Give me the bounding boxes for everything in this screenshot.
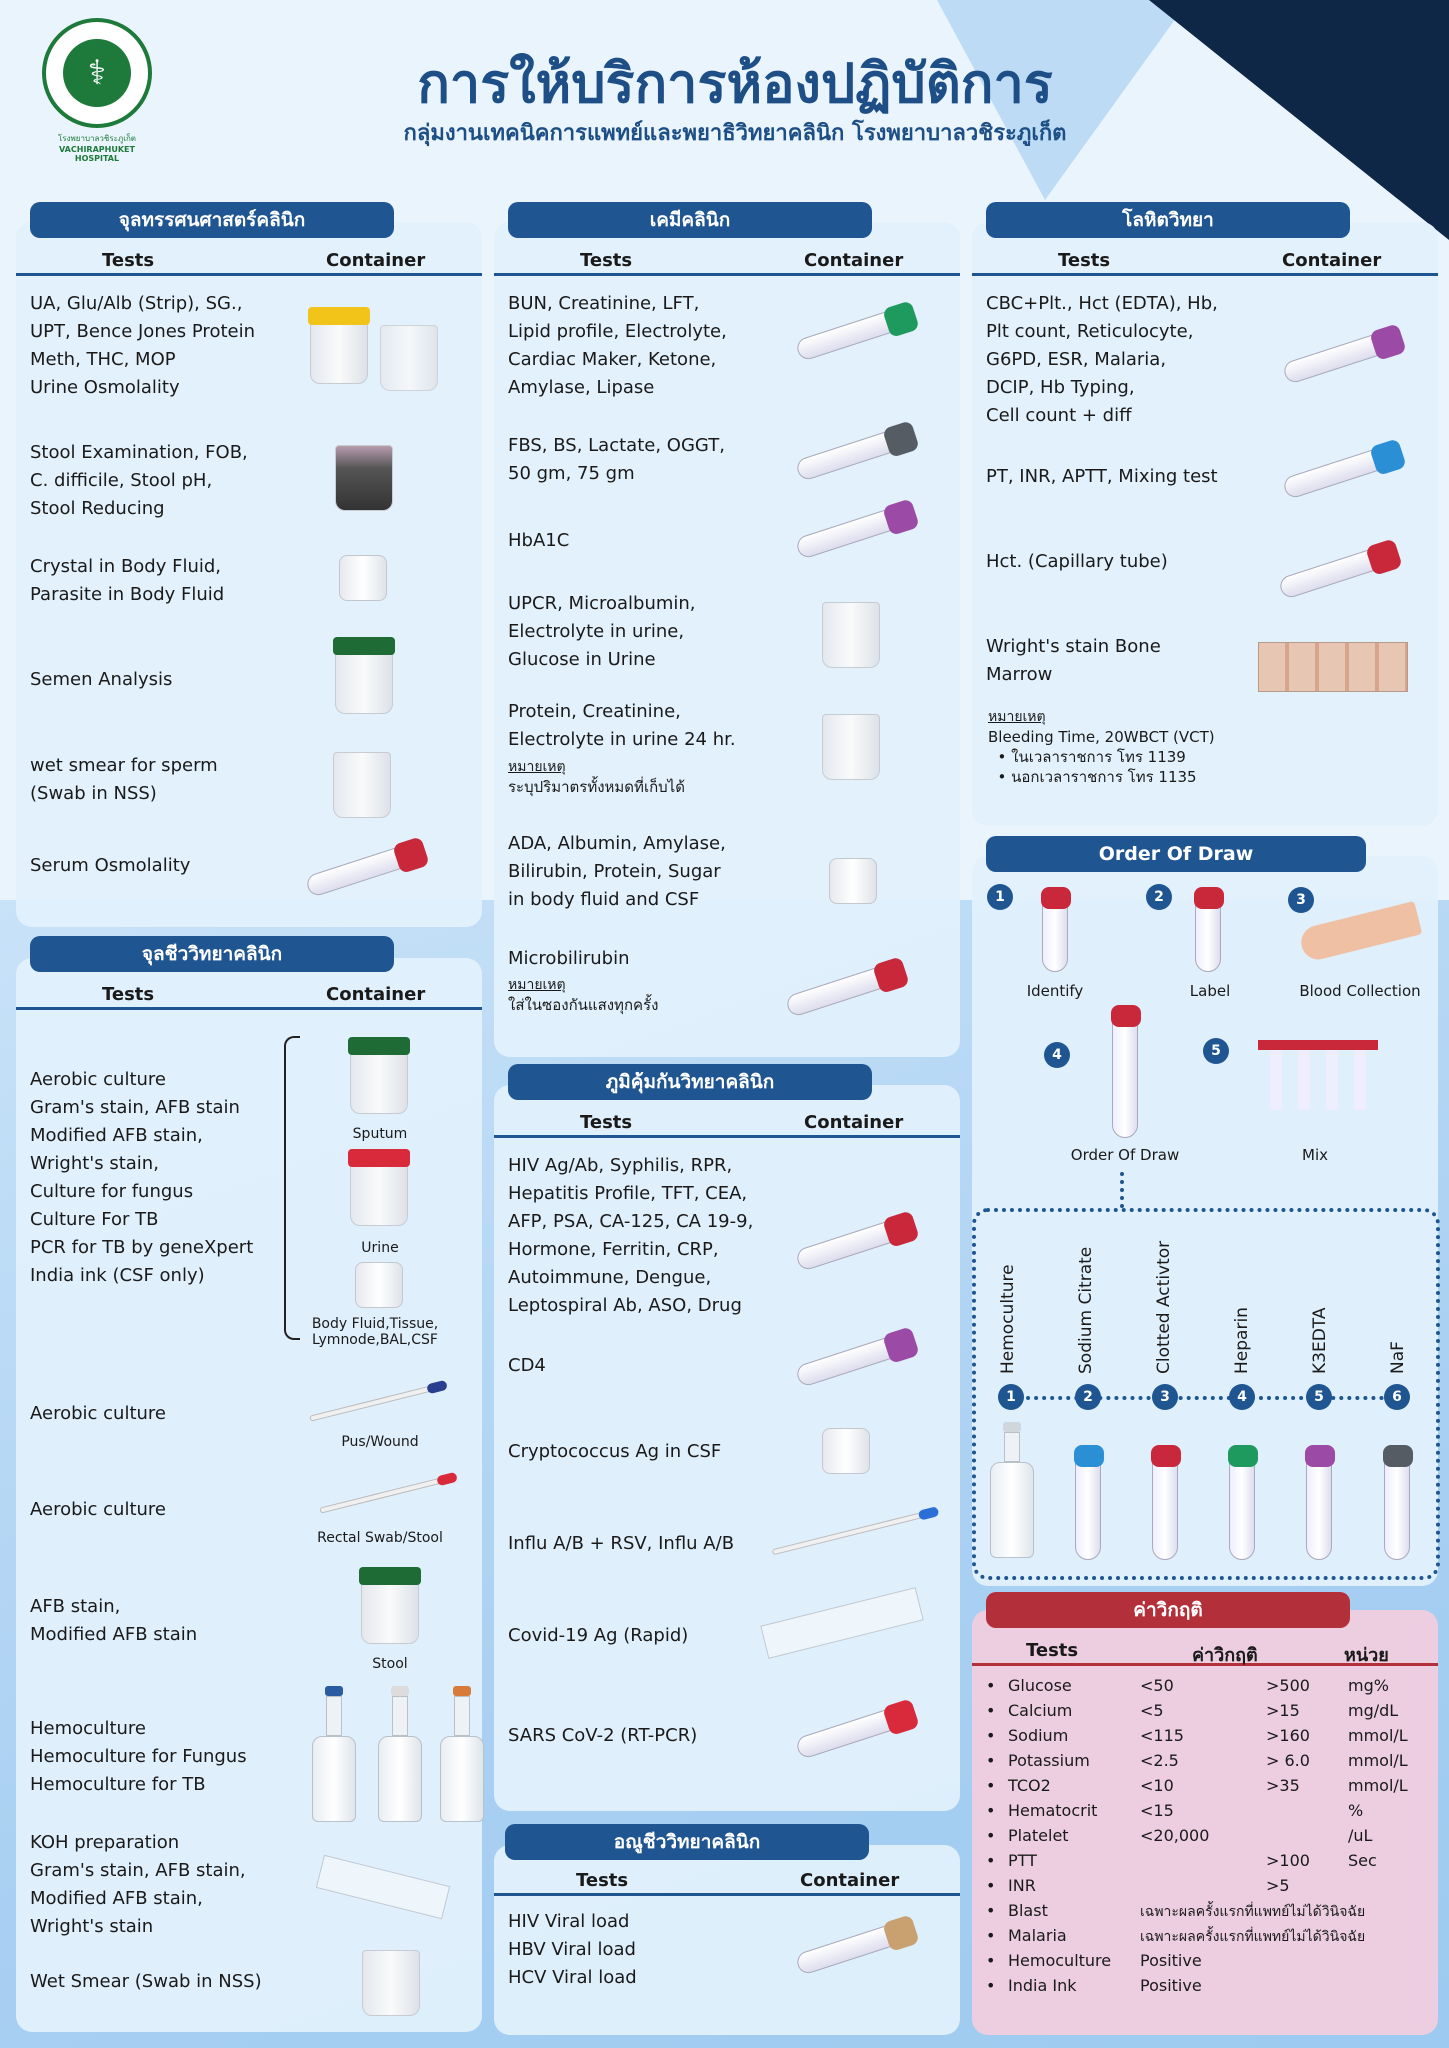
identify-tube-icon: [1042, 902, 1068, 972]
wet-smear-cup-icon: [362, 1950, 420, 2016]
logo-text-en: VACHIRAPHUKET HOSPITAL: [59, 145, 135, 163]
chem-row-7: Microbilirubin: [508, 948, 630, 969]
note-line: Bleeding Time, 20WBCT (VCT): [988, 728, 1215, 746]
hospital-logo: [38, 18, 156, 163]
critical-panel: [972, 1610, 1438, 2035]
chem-row-3: HbA1C: [508, 530, 570, 551]
molecular-header: [494, 1866, 960, 1896]
sputum-cup-icon: [350, 1048, 408, 1114]
container-header: Container: [326, 250, 426, 271]
note-label: หมายเหตุ: [508, 977, 566, 993]
critical-tests-header: Tests: [1026, 1640, 1079, 1661]
immuno-row-1: HIV Ag/Ab, Syphilis, RPR, Hepatitis Profile, TFT, CEA, AFP, PSA, CA-125, CA 19-9, Hormone, Ferritin, CRP, Autoimmune, Dengue, Leptospiral Ab, ASO, Drug: [508, 1155, 754, 1316]
immuno-row-2: CD4: [508, 1355, 546, 1376]
heme-row-3: Hct. (Capillary tube): [986, 551, 1168, 572]
label-tube-icon: [1195, 902, 1221, 972]
micro-row-6: Serum Osmolality: [30, 855, 191, 876]
molecular-title: อณูชีววิทยาคลินิก: [505, 1824, 869, 1860]
stool-culture-cup-icon: [361, 1578, 419, 1644]
note-text: ใส่ในซองกันแสงทุกครั้ง: [508, 996, 659, 1014]
heme-row-1: CBC+Plt., Hct (EDTA), Hb, Plt count, Reticulocyte, G6PD, ESR, Malaria, DCIP, Hb Typing, Cell count + diff: [986, 293, 1218, 426]
container-header: Container: [804, 1112, 904, 1133]
urine-cup-icon: [310, 318, 368, 384]
chem-row-5: Protein, Creatinine, Electrolyte in urine 24 hr.: [508, 701, 736, 750]
critical-header: [972, 1636, 1438, 1666]
microbio-row-5: KOH preparation Gram's stain, AFB stain, Modified AFB stain, Wright's stain: [30, 1832, 246, 1937]
step-label-label: Label: [1189, 982, 1231, 1000]
chem-row-2: FBS, BS, Lactate, OGGT, 50 gm, 75 gm: [508, 435, 725, 484]
heme-row-4: Wright's stain Bone Marrow: [986, 636, 1161, 685]
step-5-badge: 5: [1203, 1038, 1229, 1064]
micro-row-2: Stool Examination, FOB, C. difficile, Stool pH, Stool Reducing: [30, 442, 248, 519]
bone-marrow-slides-icon: [1258, 642, 1408, 692]
tests-header: Tests: [580, 250, 633, 271]
heme-note: [988, 706, 1215, 787]
tests-header: Tests: [102, 250, 155, 271]
sputum-label: Sputum: [352, 1126, 408, 1142]
tube-number-3: 3: [1152, 1384, 1178, 1410]
microbio-header: [16, 980, 482, 1010]
microbio-row-2: Aerobic culture: [30, 1499, 166, 1520]
container-header: Container: [804, 250, 904, 271]
immuno-title: ภูมิคุ้มกันวิทยาคลินิก: [508, 1064, 872, 1100]
tube-name-4: Heparin: [1232, 1307, 1252, 1374]
heparin-tube-icon: [1229, 1460, 1255, 1560]
page-title: การให้บริการห้องปฏิบัติการ: [417, 52, 1053, 115]
tube-name-5: K3EDTA: [1310, 1307, 1330, 1374]
naf-tube-icon: [1384, 1460, 1410, 1560]
tests-header: Tests: [102, 984, 155, 1005]
swab-nss-cup-icon: [333, 752, 391, 818]
immuno-row-3: Cryptococcus Ag in CSF: [508, 1441, 722, 1462]
critical-title: ค่าวิกฤติ: [986, 1592, 1350, 1628]
tests-header: Tests: [576, 1870, 629, 1891]
immuno-row-6: SARS CoV-2 (RT-PCR): [508, 1725, 698, 1746]
note-bullet-2: • นอกเวลาราชการ โทร 1135: [988, 768, 1197, 786]
tube-name-2: Sodium Citrate: [1076, 1246, 1096, 1374]
body-fluid-chem-jar-icon: [829, 858, 877, 904]
container-header: Container: [1282, 250, 1382, 271]
body-fluid-label: Body Fluid,Tissue, Lymnode,BAL,CSF: [311, 1316, 439, 1348]
urine-cup-chem-icon: [822, 602, 880, 668]
logo-text-thai: โรงพยาบาลวชิระภูเก็ต: [58, 134, 136, 143]
immuno-row-4: Influ A/B + RSV, Influ A/B: [508, 1533, 735, 1554]
step-identify-label: Identify: [1026, 982, 1084, 1000]
body-fluid-jar-icon: [339, 555, 387, 601]
tube-number-4: 4: [1229, 1384, 1255, 1410]
mix-tubes-icon: [1258, 1040, 1378, 1110]
sodium-citrate-tube-icon: [1075, 1460, 1101, 1560]
step-3-badge: 3: [1288, 887, 1314, 913]
step-2-badge: 2: [1146, 884, 1172, 910]
hematology-title: โลหิตวิทยา: [986, 202, 1350, 238]
flow-arrow-icon: [1120, 1172, 1128, 1208]
hemoculture-fungus-bottle-icon: [378, 1686, 422, 1816]
urine-cup-open-icon: [380, 325, 438, 391]
note-bullet-1: • ในเวลาราชการ โทร 1139: [988, 748, 1186, 766]
body-fluid-culture-jar-icon: [355, 1262, 403, 1308]
caduceus-icon: ⚕: [63, 39, 131, 107]
rectal-swab-label: Rectal Swab/Stool: [317, 1530, 443, 1546]
chemistry-title: เคมีคลินิก: [508, 202, 872, 238]
chemistry-header: [494, 246, 960, 276]
csf-jar-icon: [822, 1428, 870, 1474]
chem-row-1: BUN, Creatinine, LFT, Lipid profile, Electrolyte, Cardiac Maker, Ketone, Amylase, Lipase: [508, 293, 727, 398]
step-1-badge: 1: [987, 884, 1013, 910]
tests-header: Tests: [580, 1112, 633, 1133]
tube-number-2: 2: [1075, 1384, 1101, 1410]
critical-unit-header: หน่วย: [1344, 1645, 1389, 1666]
tests-header: Tests: [1058, 250, 1111, 271]
step-blood-collection-label: Blood Collection: [1299, 982, 1421, 1000]
step-order-label: Order Of Draw: [1070, 1146, 1180, 1164]
note-label: หมายเหตุ: [988, 709, 1046, 725]
step-mix-label: Mix: [1302, 1146, 1328, 1164]
critical-value-header: ค่าวิกฤติ: [1192, 1645, 1258, 1666]
microbio-row-4: Hemoculture Hemoculture for Fungus Hemoculture for TB: [30, 1718, 247, 1795]
micro-row-4: Semen Analysis: [30, 669, 173, 690]
tube-name-1: Hemoculture: [998, 1264, 1018, 1374]
immuno-row-5: Covid-19 Ag (Rapid): [508, 1625, 689, 1646]
logo-seal: [42, 18, 152, 128]
tube-name-6: NaF: [1388, 1341, 1408, 1374]
group-brace: [284, 1036, 300, 1340]
clotted-activator-tube-icon: [1152, 1460, 1178, 1560]
microbio-row-1: Aerobic culture: [30, 1403, 166, 1424]
microbio-row-6: Wet Smear (Swab in NSS): [30, 1971, 262, 1992]
tube-number-1: 1: [998, 1384, 1024, 1410]
tube-order-line: [1010, 1396, 1400, 1400]
k3edta-tube-icon: [1306, 1460, 1332, 1560]
chem-row-4: UPCR, Microalbumin, Electrolyte in urine, Glucose in Urine: [508, 593, 696, 670]
microbio-group-rows: Aerobic culture Gram's stain, AFB stain Modified AFB stain, Wright's stain, Culture for fungus Culture For TB PCR for TB by geneXpert India ink (CSF only): [30, 1069, 254, 1286]
hemoculture-tube-icon: [990, 1422, 1034, 1552]
tube-order-box: [972, 1208, 1440, 1580]
tube-number-5: 5: [1306, 1384, 1332, 1410]
microbio-row-3: AFB stain, Modified AFB stain: [30, 1596, 198, 1645]
stool-container-icon: [335, 445, 393, 511]
micro-row-3: Crystal in Body Fluid, Parasite in Body Fluid: [30, 556, 225, 605]
container-header: Container: [800, 1870, 900, 1891]
tube-number-6: 6: [1384, 1384, 1410, 1410]
note-text: ระบุปริมาตรทั้งหมดที่เก็บได้: [508, 778, 685, 796]
molecular-rows: HIV Viral load HBV Viral load HCV Viral load: [508, 1911, 637, 1988]
order-of-draw-title: Order Of Draw: [986, 836, 1366, 872]
micro-row-5: wet smear for sperm (Swab in NSS): [30, 755, 218, 804]
container-header: Container: [326, 984, 426, 1005]
step-4-badge: 4: [1044, 1042, 1070, 1068]
chem-row-6: ADA, Albumin, Amylase, Bilirubin, Protein, Sugar in body fluid and CSF: [508, 833, 726, 910]
immuno-header: [494, 1108, 960, 1138]
hemoculture-bottle-icon: [312, 1686, 356, 1816]
urine-label: Urine: [361, 1240, 399, 1256]
pus-wound-label: Pus/Wound: [341, 1434, 419, 1450]
tube-cap: [1074, 1445, 1104, 1467]
urine-24hr-cup-icon: [822, 714, 880, 780]
micro-clinic-header: [16, 246, 482, 276]
heme-row-2: PT, INR, APTT, Mixing test: [986, 466, 1218, 487]
micro-row-1: UA, Glu/Alb (Strip), SG., UPT, Bence Jones Protein Meth, THC, MOP Urine Osmolality: [30, 293, 255, 398]
micro-clinic-title: จุลทรรศนศาสตร์คลินิก: [30, 202, 394, 238]
stool-label: Stool: [372, 1656, 408, 1672]
order-tube-icon: [1112, 1020, 1138, 1138]
chem-note-24hr: [508, 756, 685, 797]
page-subtitle: กลุ่มงานเทคนิคการแพทย์และพยาธิวิทยาคลินิก โรงพยาบาลวชิระภูเก็ต: [403, 121, 1067, 146]
chem-note-micro: [508, 974, 658, 1015]
urine-culture-cup-icon: [350, 1160, 408, 1226]
semen-cup-icon: [335, 648, 393, 714]
microbio-title: จุลชีววิทยาคลินิก: [30, 936, 394, 972]
hemoculture-tb-bottle-icon: [440, 1686, 484, 1816]
tube-name-3: Clotted Activtor: [1154, 1240, 1174, 1374]
note-label: หมายเหตุ: [508, 759, 566, 775]
hematology-header: [972, 246, 1438, 276]
